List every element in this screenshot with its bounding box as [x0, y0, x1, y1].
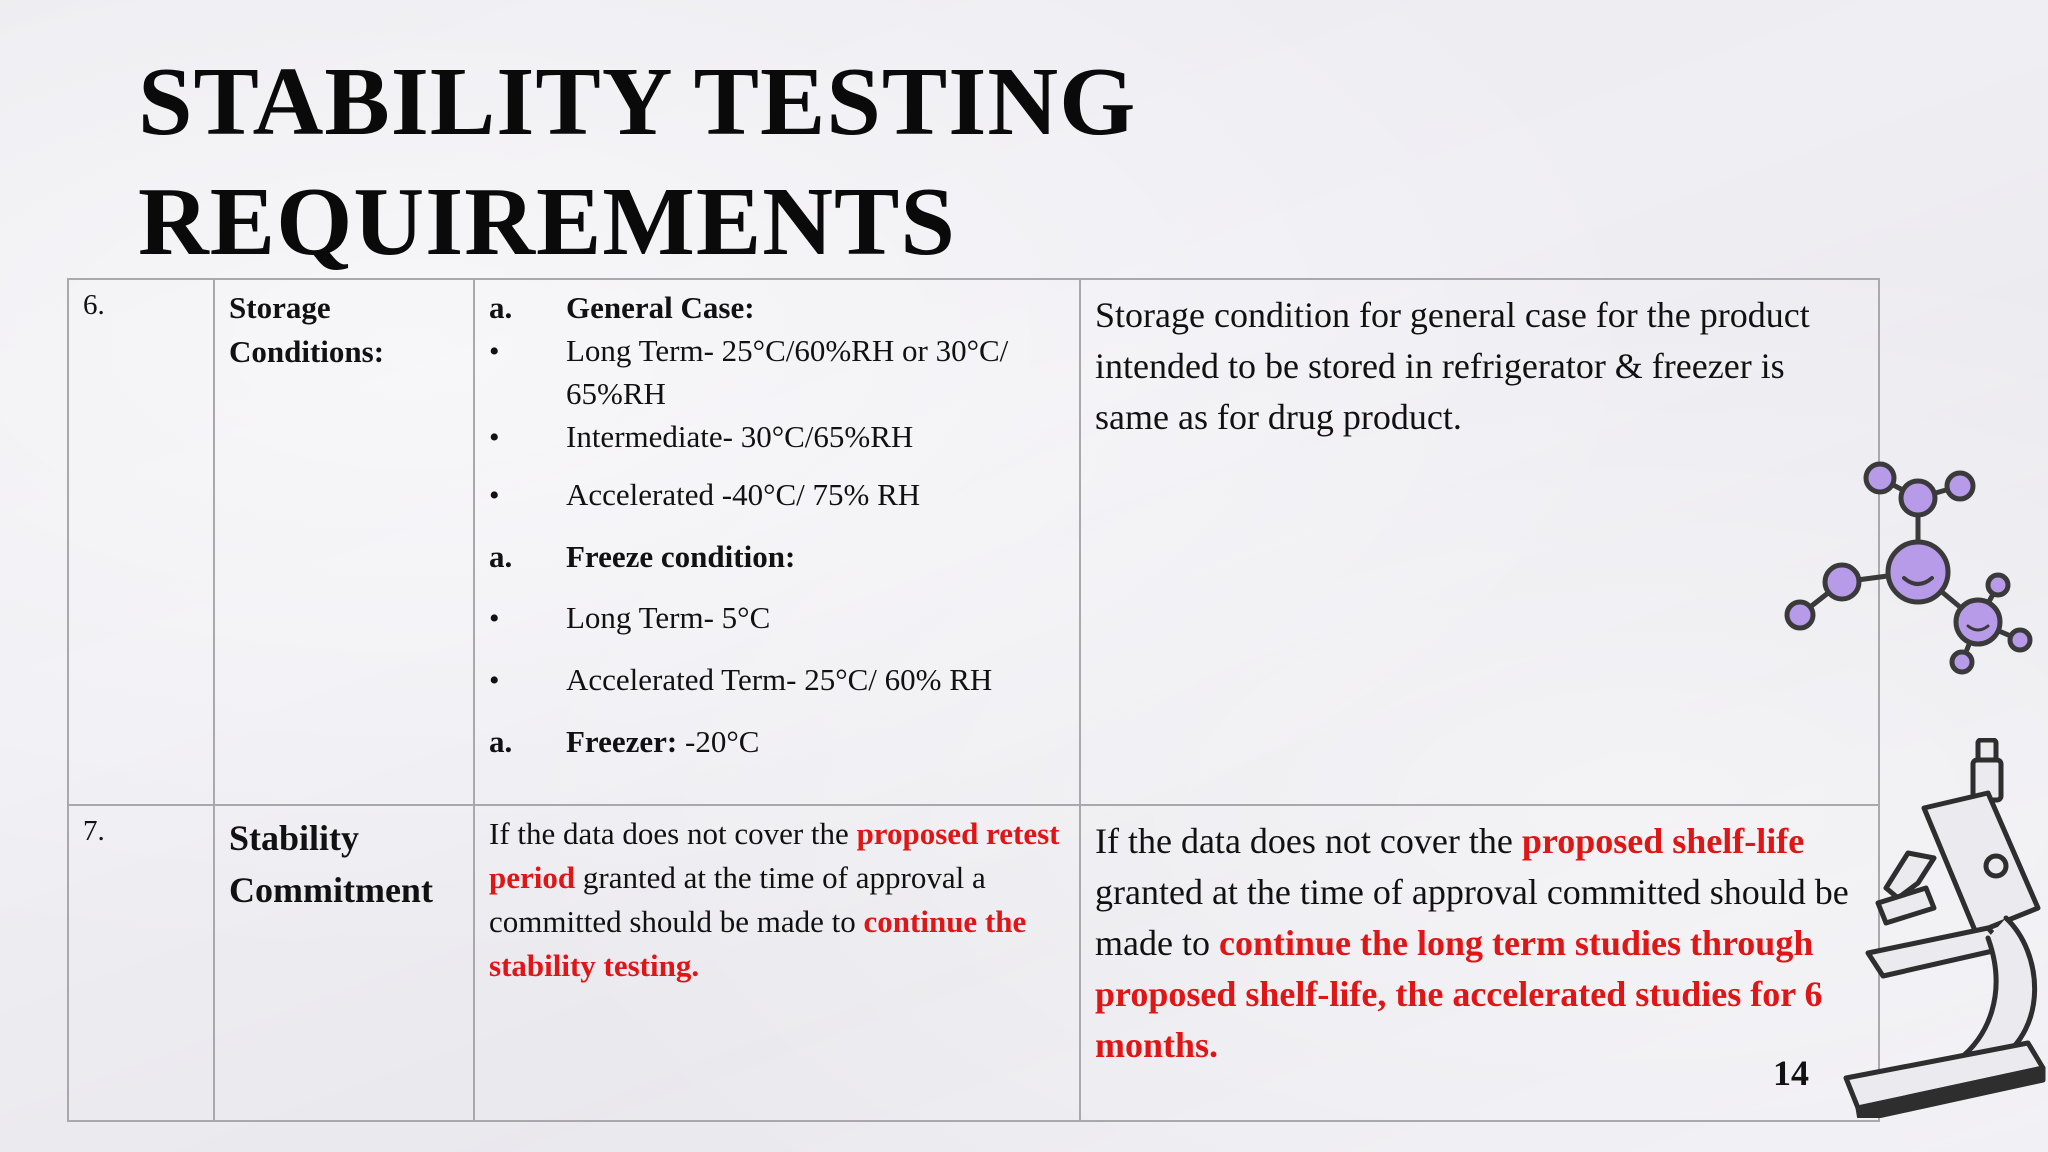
highlight-text: proposed shelf-life [1521, 821, 1805, 861]
list-item-text: Intermediate- 30°C/65%RH [566, 419, 914, 454]
text-run: If the data does not cover the [489, 816, 857, 851]
commitment-product-cell [1080, 805, 1879, 1121]
bullet-icon [489, 596, 566, 640]
commitment-product-text [1095, 812, 1864, 1071]
row-number-cell [68, 279, 214, 805]
freezer-text [566, 720, 1065, 763]
highlight-text: continue the stability testing. [489, 904, 1027, 983]
table-row-stability-commitment [68, 805, 1879, 1121]
table-row-storage-conditions [68, 279, 1879, 805]
list-item [489, 415, 1065, 459]
title-line-1: STABILITY TESTING [138, 48, 1137, 156]
list-marker: a. [489, 290, 513, 325]
storage-note-cell [1080, 279, 1879, 805]
bullet-icon [489, 329, 566, 373]
row-label-line-2: Commitment [229, 870, 433, 910]
general-case-heading [489, 286, 1065, 329]
storage-conditions-list [489, 286, 1065, 763]
storage-conditions-cell [474, 279, 1080, 805]
row-label [229, 812, 459, 916]
commitment-substance-text [489, 812, 1065, 988]
storage-note-text: Storage condition for general case for the product intended to be stored in refrigerator & freezer is same as for drug product. [1095, 295, 1810, 437]
list-item-text: Accelerated Term- 25°C/ 60% RH [566, 662, 993, 697]
freezer-line [489, 720, 1065, 763]
bullet-icon [489, 415, 566, 459]
highlight-text: proposed retest period [489, 816, 1060, 895]
text-run: If the data does not cover the [1095, 821, 1522, 861]
row-label [229, 286, 459, 374]
list-item-text: Long Term- 5°C [566, 600, 771, 635]
bullet-icon [489, 473, 566, 517]
heading-text: General Case: [566, 290, 755, 325]
list-item [489, 658, 1065, 702]
row-label-cell [214, 805, 474, 1121]
freezer-heading: Freezer: [566, 724, 678, 759]
requirements-table [67, 278, 1880, 1122]
commitment-substance-cell [474, 805, 1080, 1121]
row-number: 7. [83, 815, 105, 847]
heading-text: Freeze condition: [566, 539, 796, 574]
freezer-value: -20°C [677, 724, 760, 759]
row-number-cell [68, 805, 214, 1121]
freeze-condition-heading [489, 535, 1065, 578]
text-run: granted at the time of approval committed should be made to [1095, 872, 1849, 963]
row-label-line-1: Storage [229, 290, 331, 325]
list-item-text: Long Term- 25°C/60%RH or 30°C/ 65%RH [566, 333, 1009, 411]
row-number: 6. [83, 289, 105, 321]
list-item [489, 329, 1065, 415]
list-item [489, 596, 1065, 640]
page-number: 14 [1773, 1053, 1809, 1093]
page-title [138, 42, 1136, 282]
microscope-icon [1838, 738, 2048, 1118]
list-marker: a. [489, 539, 513, 574]
list-item [489, 473, 1065, 517]
molecule-icon [1770, 450, 2040, 690]
row-label-line-2: Conditions: [229, 334, 385, 369]
row-label-line-1: Stability [229, 818, 360, 858]
row-label-cell [214, 279, 474, 805]
list-item-text: Accelerated -40°C/ 75% RH [566, 477, 921, 512]
bullet-icon [489, 658, 566, 702]
text-run: granted at the time of approval a committed should be made to [489, 860, 986, 939]
title-line-2: REQUIREMENTS [138, 168, 956, 276]
list-marker: a. [489, 724, 513, 759]
highlight-text: continue the long term studies through proposed shelf-life, the accelerated studies for 6 months. [1095, 923, 1823, 1065]
